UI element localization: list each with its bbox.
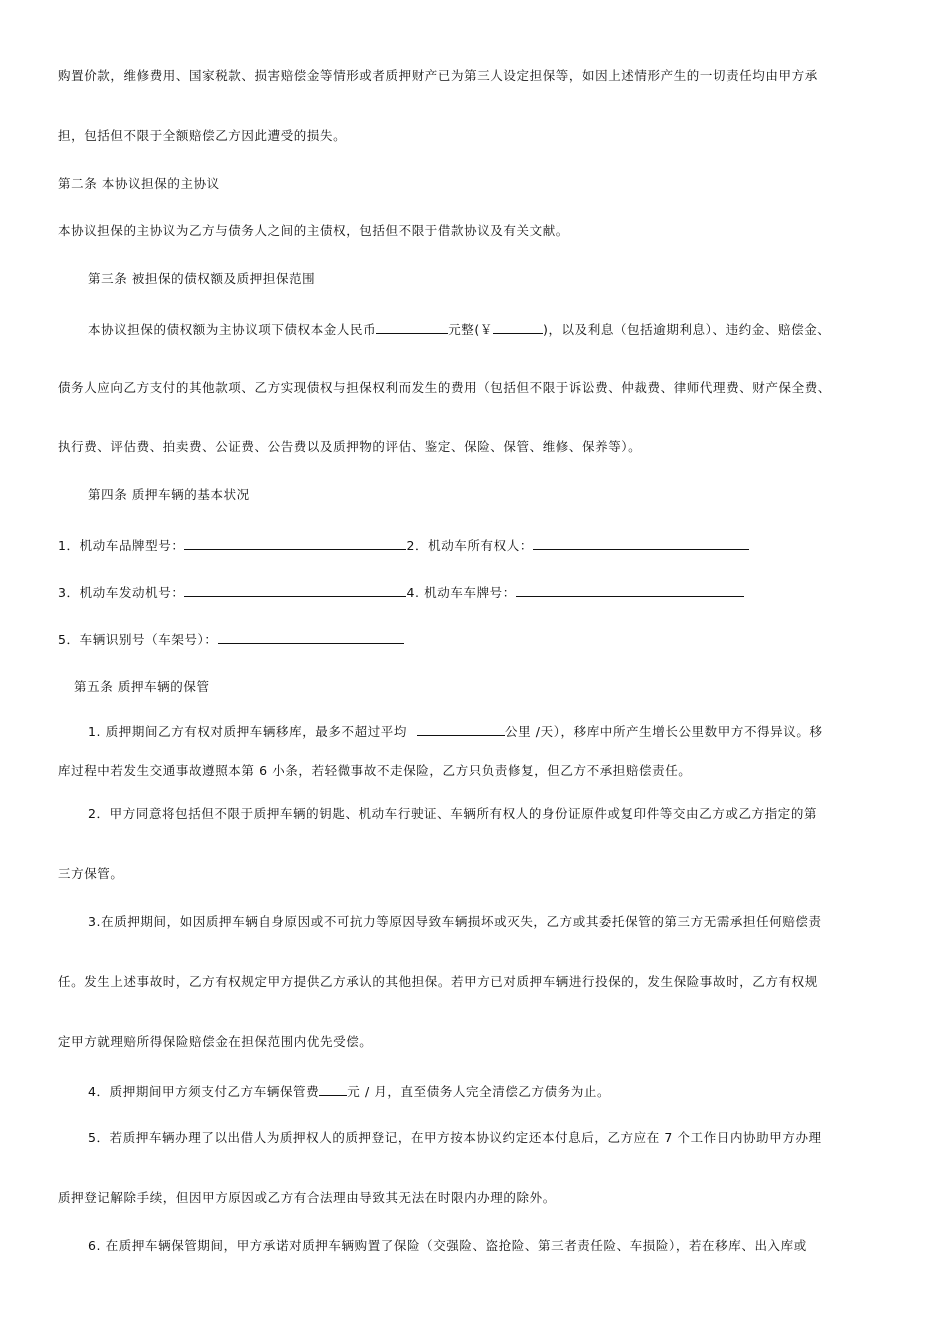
paragraph-line xyxy=(88,1082,610,1100)
text-segment: 元整(￥ xyxy=(448,322,493,337)
distance-blank[interactable] xyxy=(417,722,505,736)
principal-amount-blank[interactable] xyxy=(376,320,448,334)
storage-fee-blank[interactable] xyxy=(319,1082,347,1096)
owner-label: 2．机动车所有权人： xyxy=(406,538,533,553)
paragraph-line: 债务人应向乙方支付的其他款项、乙方实现债权与担保权利而发生的费用（包括但不限于诉讼费、仲裁费、律师代理费、财产保全费、 xyxy=(58,380,831,395)
article-3-heading: 第三条 被担保的债权额及质押担保范围 xyxy=(88,271,316,286)
paragraph-line: 6. 在质押车辆保管期间，甲方承诺对质押车辆购置了保险（交强险、盗抢险、第三者责任险、车损险），若在移库、出入库或 xyxy=(88,1238,807,1253)
paragraph-line xyxy=(88,320,830,338)
text-segment: )，以及利息（包括逾期利息）、违约金、赔偿金、 xyxy=(542,322,831,337)
vehicle-field-row xyxy=(58,630,404,648)
text-segment: 元 / 月，直至债务人完全清偿乙方债务为止。 xyxy=(347,1084,611,1099)
vin-blank[interactable] xyxy=(218,630,404,644)
text-segment: 1. 质押期间乙方有权对质押车辆移库，最多不超过平均 xyxy=(88,724,408,739)
text-segment: 公里 /天），移库中所产生增长公里数甲方不得异议。移 xyxy=(505,724,823,739)
plate-number-label: 4. 机动车车牌号： xyxy=(406,585,516,600)
engine-number-blank[interactable] xyxy=(184,583,406,597)
paragraph-line: 5．若质押车辆办理了以出借人为质押权人的质押登记，在甲方按本协议约定还本付息后，乙方应在 7 个工作日内协助甲方办理 xyxy=(88,1130,822,1145)
article-5-heading: 第五条 质押车辆的保管 xyxy=(74,679,210,694)
paragraph-line: 购置价款，维修费用、国家税款、损害赔偿金等情形或者质押财产已为第三人设定担保等，如因上述情形产生的一切责任均由甲方承 xyxy=(58,68,818,83)
paragraph-line: 3.在质押期间，如因质押车辆自身原因或不可抗力等原因导致车辆损坏或灭失，乙方或其委托保管的第三方无需承担任何赔偿责 xyxy=(88,914,822,929)
text-segment: 4．质押期间甲方须支付乙方车辆保管费 xyxy=(88,1084,320,1099)
paragraph-line: 三方保管。 xyxy=(58,866,124,881)
text-segment: 本协议担保的债权额为主协议项下债权本金人民币 xyxy=(88,322,377,337)
vehicle-field-row xyxy=(58,536,749,554)
paragraph-line: 质押登记解除手续，但因甲方原因或乙方有合法理由导致其无法在时限内办理的除外。 xyxy=(58,1190,556,1205)
paragraph-line: 本协议担保的主协议为乙方与债务人之间的主债权，包括但不限于借款协议及有关文献。 xyxy=(58,223,569,238)
paragraph-line: 担，包括但不限于全额赔偿乙方因此遭受的损失。 xyxy=(58,128,347,143)
paragraph-line: 执行费、评估费、拍卖费、公证费、公告费以及质押物的评估、鉴定、保险、保管、维修、保养等）。 xyxy=(58,439,642,454)
paragraph-line: 库过程中若发生交通事故遵照本第 6 小条，若轻微事故不走保险，乙方只负责修复，但乙方不承担赔偿责任。 xyxy=(58,763,692,778)
article-4-heading: 第四条 质押车辆的基本状况 xyxy=(88,487,250,502)
brand-model-label: 1．机动车品牌型号： xyxy=(58,538,185,553)
brand-model-blank[interactable] xyxy=(184,536,406,550)
engine-number-label: 3．机动车发动机号： xyxy=(58,585,185,600)
owner-blank[interactable] xyxy=(533,536,749,550)
paragraph-line: 2．甲方同意将包括但不限于质押车辆的钥匙、机动车行驶证、车辆所有权人的身份证原件或复印件等交由乙方或乙方指定的第 xyxy=(88,806,818,821)
plate-number-blank[interactable] xyxy=(516,583,744,597)
vin-label: 5．车辆识别号（车架号）： xyxy=(58,632,218,647)
paragraph-line: 定甲方就理赔所得保险赔偿金在担保范围内优先受偿。 xyxy=(58,1034,373,1049)
vehicle-field-row xyxy=(58,583,744,601)
amount-figure-blank[interactable] xyxy=(493,320,543,334)
paragraph-line xyxy=(88,722,823,740)
article-2-heading: 第二条 本协议担保的主协议 xyxy=(58,176,220,191)
paragraph-line: 任。发生上述事故时，乙方有权规定甲方提供乙方承认的其他担保。若甲方已对质押车辆进行投保的，发生保险事故时，乙方有权规 xyxy=(58,974,818,989)
